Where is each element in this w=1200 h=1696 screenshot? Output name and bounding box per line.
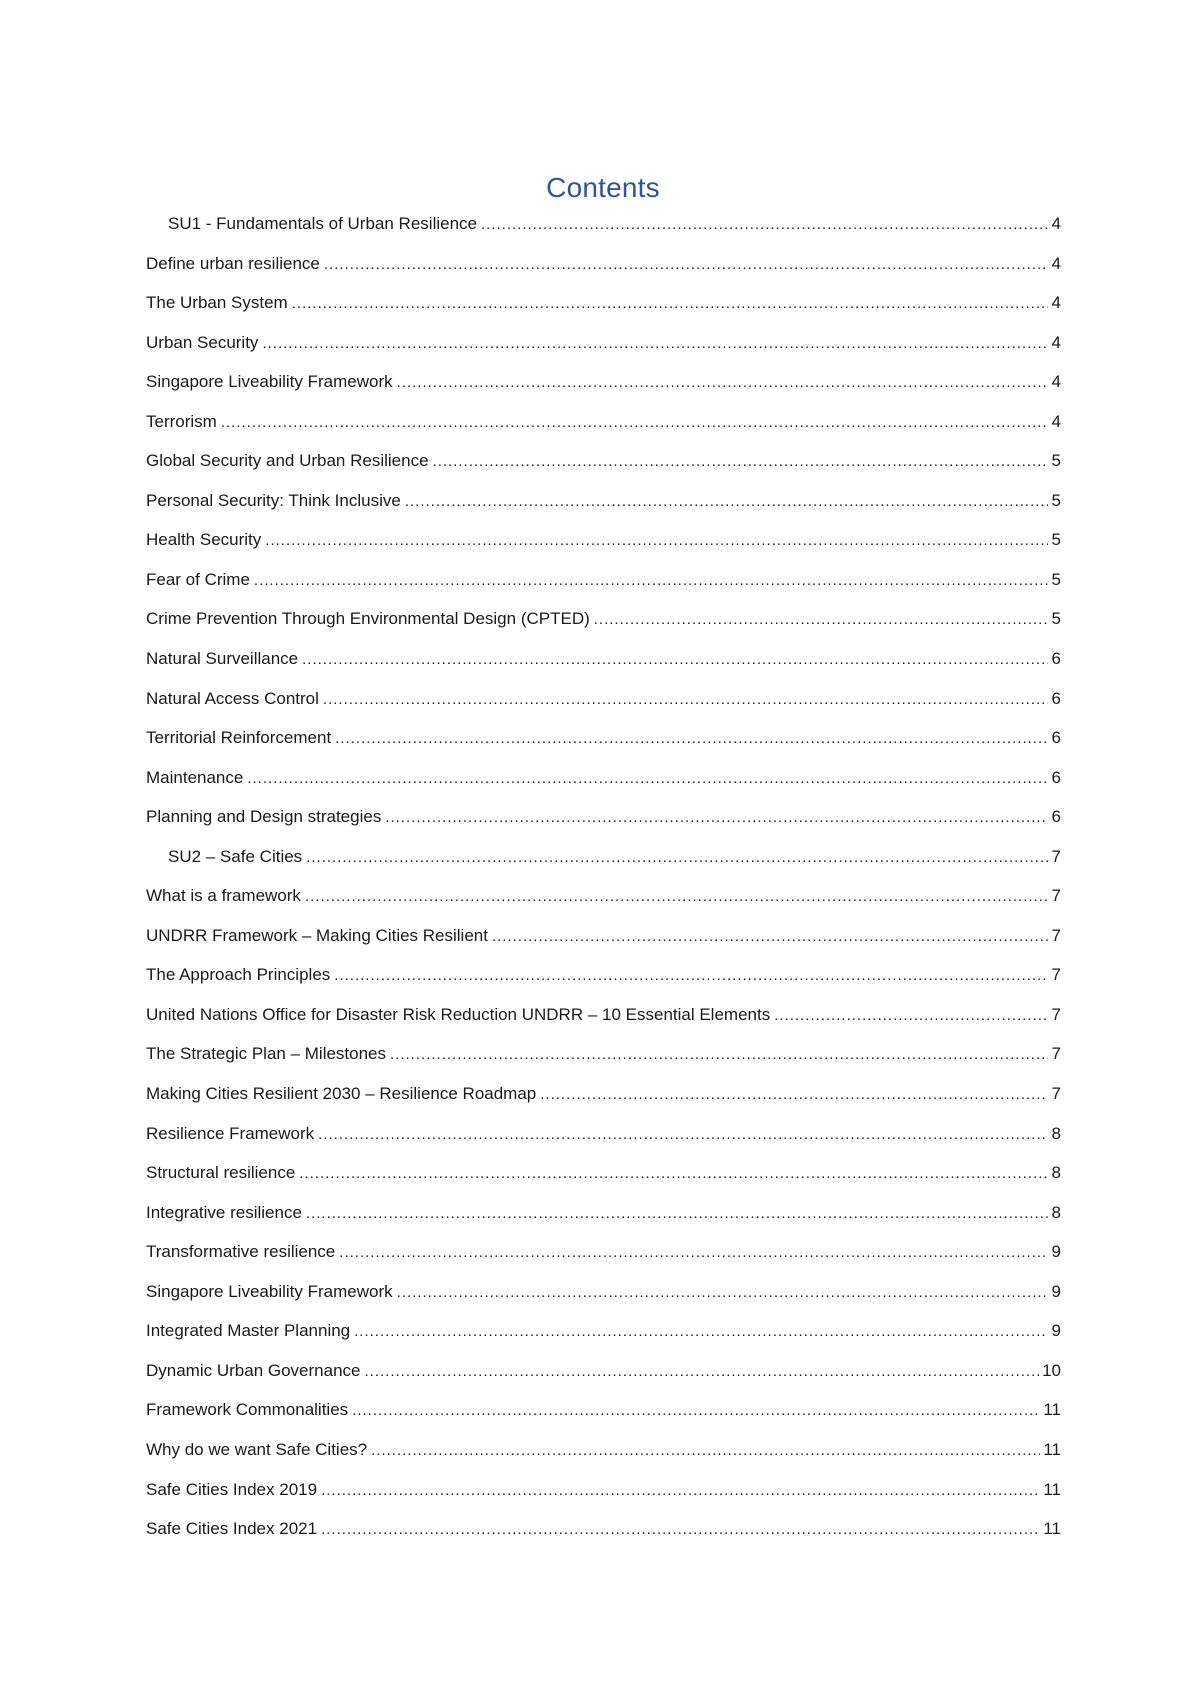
toc-page-number: 7 bbox=[1051, 1044, 1061, 1064]
toc-dot-leader bbox=[265, 530, 1048, 552]
toc-page-number: 6 bbox=[1051, 649, 1061, 669]
toc-entry[interactable] bbox=[146, 648, 1061, 688]
toc-entry[interactable] bbox=[146, 253, 1061, 293]
toc-entry-title: Natural Access Control bbox=[146, 688, 319, 708]
toc-page-number: 4 bbox=[1051, 372, 1061, 392]
toc-page-number: 6 bbox=[1051, 728, 1061, 748]
toc-dot-leader bbox=[540, 1084, 1048, 1106]
toc-entry[interactable] bbox=[146, 1281, 1061, 1321]
toc-page-number: 5 bbox=[1051, 451, 1061, 471]
toc-dot-leader bbox=[390, 1044, 1048, 1066]
toc-dot-leader bbox=[405, 491, 1048, 513]
toc-entry-title: Structural resilience bbox=[146, 1163, 296, 1183]
toc-entry[interactable] bbox=[146, 688, 1061, 728]
toc-page-number: 11 bbox=[1043, 1519, 1061, 1539]
toc-dot-leader bbox=[334, 965, 1048, 987]
toc-entry[interactable] bbox=[146, 1320, 1061, 1360]
toc-entry-title: Dynamic Urban Governance bbox=[146, 1360, 361, 1380]
toc-entry-title: Integrative resilience bbox=[146, 1202, 302, 1222]
toc-page-number: 6 bbox=[1051, 688, 1061, 708]
toc-dot-leader bbox=[352, 1400, 1040, 1422]
toc-page-number: 7 bbox=[1051, 1004, 1061, 1024]
toc-dot-leader bbox=[302, 649, 1048, 671]
toc-dot-leader bbox=[492, 926, 1048, 948]
toc-page-number: 6 bbox=[1051, 807, 1061, 827]
toc-dot-leader bbox=[385, 807, 1048, 829]
toc-entry[interactable] bbox=[146, 1202, 1061, 1242]
toc-entry-title: Safe Cities Index 2019 bbox=[146, 1479, 318, 1499]
toc-dot-leader bbox=[371, 1440, 1040, 1462]
toc-entry-title: Transformative resilience bbox=[146, 1242, 336, 1262]
toc-entry[interactable] bbox=[146, 1360, 1061, 1400]
toc-dot-leader bbox=[364, 1361, 1039, 1383]
toc-entry[interactable] bbox=[146, 1043, 1061, 1083]
toc-entry[interactable] bbox=[146, 1162, 1061, 1202]
toc-entry[interactable] bbox=[146, 727, 1061, 767]
toc-dot-leader bbox=[397, 1282, 1048, 1304]
toc-entry[interactable] bbox=[146, 450, 1061, 490]
toc-entry-title: Personal Security: Think Inclusive bbox=[146, 490, 401, 510]
toc-dot-leader bbox=[323, 689, 1048, 711]
toc-page-number: 10 bbox=[1042, 1360, 1061, 1380]
toc-page-number: 7 bbox=[1051, 886, 1061, 906]
toc-page-number: 4 bbox=[1051, 253, 1061, 273]
toc-dot-leader bbox=[594, 609, 1048, 631]
toc-page-number: 4 bbox=[1051, 293, 1061, 313]
toc-entry[interactable] bbox=[146, 1083, 1061, 1123]
toc-entry[interactable] bbox=[146, 411, 1061, 451]
toc-entry-title: Fear of Crime bbox=[146, 569, 250, 589]
toc-dot-leader bbox=[335, 728, 1048, 750]
toc-entry-title: Resilience Framework bbox=[146, 1123, 315, 1143]
toc-page-number: 8 bbox=[1051, 1202, 1061, 1222]
toc-entry-title: Integrated Master Planning bbox=[146, 1321, 351, 1341]
toc-dot-leader bbox=[321, 1519, 1040, 1541]
toc-page-number: 11 bbox=[1043, 1439, 1061, 1459]
toc-dot-leader bbox=[354, 1321, 1048, 1343]
toc-page-number: 5 bbox=[1051, 530, 1061, 550]
toc-entry-title: Health Security bbox=[146, 530, 262, 550]
toc-entry[interactable] bbox=[146, 529, 1061, 569]
toc-entry[interactable] bbox=[146, 964, 1061, 1004]
toc-dot-leader bbox=[318, 1124, 1048, 1146]
toc-entry[interactable] bbox=[146, 767, 1061, 807]
toc-entry-title: The Urban System bbox=[146, 293, 288, 313]
toc-page-number: 11 bbox=[1043, 1479, 1061, 1499]
toc-entry-title: SU1 - Fundamentals of Urban Resilience bbox=[168, 214, 477, 233]
toc-entry-title: Terrorism bbox=[146, 411, 217, 431]
toc-entry[interactable] bbox=[146, 1399, 1061, 1439]
toc-dot-leader bbox=[774, 1005, 1048, 1027]
toc-page-number: 7 bbox=[1051, 1084, 1061, 1104]
toc-entry-title: Planning and Design strategies bbox=[146, 807, 382, 827]
toc-entry[interactable] bbox=[146, 846, 1061, 886]
toc-dot-leader bbox=[247, 768, 1048, 790]
toc-entry-title: Global Security and Urban Resilience bbox=[146, 451, 429, 471]
toc-list bbox=[146, 213, 1061, 1558]
toc-page-number: 7 bbox=[1051, 925, 1061, 945]
toc-entry[interactable] bbox=[146, 806, 1061, 846]
toc-dot-leader bbox=[324, 254, 1048, 276]
toc-entry[interactable] bbox=[146, 1123, 1061, 1163]
toc-entry[interactable] bbox=[146, 332, 1061, 372]
toc-entry-title: The Strategic Plan – Milestones bbox=[146, 1044, 387, 1064]
toc-dot-leader bbox=[339, 1242, 1048, 1264]
toc-entry[interactable] bbox=[146, 925, 1061, 965]
toc-page-number: 7 bbox=[1051, 965, 1061, 985]
toc-entry-title: The Approach Principles bbox=[146, 965, 331, 985]
toc-entry-title: Singapore Liveability Framework bbox=[146, 1281, 393, 1301]
toc-entry[interactable] bbox=[146, 213, 1061, 253]
toc-dot-leader bbox=[321, 1480, 1040, 1502]
toc-page-number: 7 bbox=[1051, 846, 1061, 866]
toc-page-number: 4 bbox=[1051, 214, 1061, 233]
toc-dot-leader bbox=[254, 570, 1048, 592]
toc-dot-leader bbox=[305, 886, 1048, 908]
toc-entry-title: Urban Security bbox=[146, 332, 259, 352]
toc-entry[interactable] bbox=[146, 490, 1061, 530]
toc-entry-title: Crime Prevention Through Environmental Design (CPTED) bbox=[146, 609, 590, 629]
toc-entry-title: Safe Cities Index 2021 bbox=[146, 1519, 318, 1539]
toc-entry[interactable] bbox=[146, 1518, 1061, 1558]
toc-entry-title: SU2 – Safe Cities bbox=[168, 846, 303, 866]
toc-entry[interactable] bbox=[146, 1004, 1061, 1044]
toc-page-number: 9 bbox=[1051, 1242, 1061, 1262]
toc-dot-leader bbox=[481, 214, 1048, 236]
toc-page-number: 6 bbox=[1051, 767, 1061, 787]
toc-page-number: 8 bbox=[1051, 1163, 1061, 1183]
toc-dot-leader bbox=[306, 1203, 1048, 1225]
toc-entry-title: Framework Commonalities bbox=[146, 1400, 349, 1420]
toc-entry[interactable] bbox=[146, 885, 1061, 925]
toc-dot-leader bbox=[292, 293, 1048, 315]
toc-entry-title: Maintenance bbox=[146, 767, 244, 787]
toc-entry-title: What is a framework bbox=[146, 886, 301, 906]
toc-dot-leader bbox=[221, 412, 1048, 434]
toc-entry-title: Singapore Liveability Framework bbox=[146, 372, 393, 392]
toc-page-number: 8 bbox=[1051, 1123, 1061, 1143]
toc-page-number: 5 bbox=[1051, 569, 1061, 589]
toc-page-number: 5 bbox=[1051, 609, 1061, 629]
toc-page-number: 9 bbox=[1051, 1281, 1061, 1301]
toc-entry[interactable] bbox=[146, 1479, 1061, 1519]
toc-page-number: 11 bbox=[1043, 1400, 1061, 1420]
toc-page-number: 4 bbox=[1051, 411, 1061, 431]
toc-dot-leader bbox=[397, 372, 1048, 394]
toc-entry[interactable] bbox=[146, 1241, 1061, 1281]
toc-title: Contents bbox=[546, 172, 660, 203]
toc-entry-title: United Nations Office for Disaster Risk Reduction UNDRR – 10 Essential Elements bbox=[146, 1004, 771, 1024]
toc-page-number: 4 bbox=[1051, 332, 1061, 352]
toc-dot-leader bbox=[306, 847, 1048, 869]
toc-entry-title: Define urban resilience bbox=[146, 253, 320, 273]
toc-entry-title: Making Cities Resilient 2030 – Resilience Roadmap bbox=[146, 1084, 537, 1104]
toc-dot-leader bbox=[433, 451, 1048, 473]
toc-entry-title: Territorial Reinforcement bbox=[146, 728, 332, 748]
toc-dot-leader bbox=[299, 1163, 1048, 1185]
toc-entry[interactable] bbox=[146, 292, 1061, 332]
toc-entry-title: Why do we want Safe Cities? bbox=[146, 1439, 368, 1459]
toc-page-number: 9 bbox=[1051, 1321, 1061, 1341]
toc-dot-leader bbox=[262, 333, 1048, 355]
toc-entry[interactable] bbox=[146, 1439, 1061, 1479]
toc-entry[interactable] bbox=[146, 608, 1061, 648]
toc-page-number: 5 bbox=[1051, 490, 1061, 510]
toc-entry-title: UNDRR Framework – Making Cities Resilient bbox=[146, 925, 488, 945]
toc-entry-title: Natural Surveillance bbox=[146, 649, 299, 669]
toc-entry[interactable] bbox=[146, 569, 1061, 609]
toc-entry[interactable] bbox=[146, 371, 1061, 411]
